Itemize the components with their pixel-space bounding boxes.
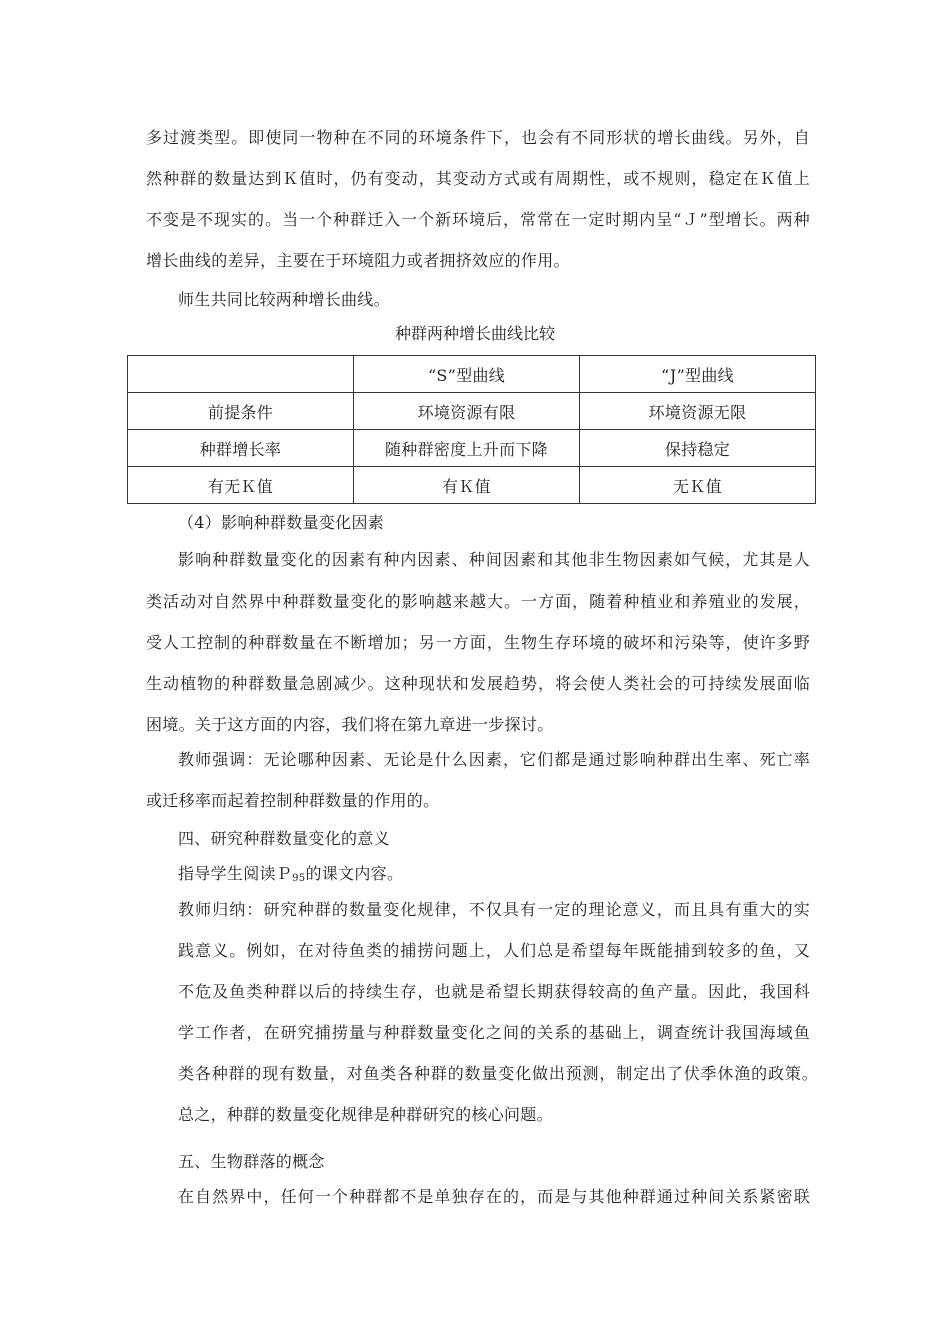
table-cell: 保持稳定 [580, 430, 816, 467]
reading-suffix: 的课文内容。 [305, 864, 404, 883]
table-header-row [128, 356, 816, 393]
table-header-cell [128, 356, 354, 393]
section-heading: 四、研究种群数量变化的意义 [178, 829, 390, 848]
table-cell: 有无Ｋ值 [128, 467, 354, 504]
table-cell: 无Ｋ值 [580, 467, 816, 504]
table-row [128, 393, 816, 430]
table-header-cell: “J”型曲线 [580, 356, 816, 393]
teacher-summary-line: 不危及鱼类种群以后的持续生存，也就是希望长期获得较高的鱼产量。因此，我国科 [178, 982, 810, 1001]
table-cell: 种群增长率 [128, 430, 354, 467]
section-heading: 五、生物群落的概念 [178, 1152, 325, 1171]
paragraph-line: 影响种群数量变化的因素有种内因素、种间因素和其他非生物因素如气候，尤其是人 [178, 550, 810, 569]
table-row [128, 467, 816, 504]
paragraph-line: 增长曲线的差异，主要在于环境阻力或者拥挤效应的作用。 [146, 251, 570, 270]
paragraph-line: 然种群的数量达到Ｋ值时，仍有变动，其变动方式或有周期性，或不规则，稳定在Ｋ值上 [146, 169, 810, 188]
teacher-summary-line: 践意义。例如，在对待鱼类的捕捞问题上，人们总是希望每年既能捕到较多的鱼，又 [178, 941, 810, 960]
paragraph-line: 不变是不现实的。当一个种群迁入一个新环境后，常常在一定时期内呈“Ｊ”型增长。两种 [146, 210, 810, 229]
compare-intro: 师生共同比较两种增长曲线。 [178, 290, 390, 309]
table-title: 种群两种增长曲线比较 [394, 324, 555, 343]
section-heading: （4）影响种群数量变化因素 [178, 513, 385, 532]
page-number-subscript: 95 [292, 873, 306, 884]
table-cell: 环境资源无限 [580, 393, 816, 430]
paragraph-line: 受人工控制的种群数量在不断增加；另一方面，生物生存环境的破坏和污染等，使许多野 [146, 633, 810, 652]
table-header-cell: “S”型曲线 [354, 356, 580, 393]
reading-instruction [178, 862, 403, 891]
table-cell: 环境资源有限 [354, 393, 580, 430]
teacher-summary-line: 类各种群的现有数量，对鱼类各种群的数量变化做出预测，制定出了伏季休渔的政策。 [178, 1064, 818, 1083]
comparison-table [127, 355, 816, 504]
teacher-emphasis-line: 或迁移率而起着控制种群数量的作用的。 [146, 791, 440, 810]
paragraph-line: 困境。关于这方面的内容，我们将在第九章进一步探讨。 [146, 715, 554, 734]
table-cell: 前提条件 [128, 393, 354, 430]
reading-prefix: 指导学生阅读Ｐ [178, 864, 293, 883]
table-cell: 随种群密度上升而下降 [354, 430, 580, 467]
table-row [128, 430, 816, 467]
teacher-emphasis-line: 教师强调：无论哪种因素、无论是什么因素，它们都是通过影响种群出生率、死亡率 [178, 750, 810, 769]
teacher-summary-line: 教师归纳：研究种群的数量变化规律，不仅具有一定的理论意义，而且具有重大的实 [178, 900, 810, 919]
paragraph-line: 类活动对自然界中种群数量变化的影响越来越大。一方面，随着种植业和养殖业的发展， [146, 592, 810, 611]
paragraph-line: 多过渡类型。即使同一物种在不同的环境条件下，也会有不同形状的增长曲线。另外，自 [146, 128, 810, 147]
paragraph-line: 生动植物的种群数量急剧减少。这种现状和发展趋势，将会使人类社会的可持续发展面临 [146, 674, 810, 693]
paragraph-line: 在自然界中，任何一个种群都不是单独存在的，而是与其他种群通过种间关系紧密联 [178, 1187, 810, 1206]
teacher-summary-line: 总之，种群的数量变化规律是种群研究的核心问题。 [178, 1105, 553, 1124]
table-cell: 有Ｋ值 [354, 467, 580, 504]
teacher-summary-line: 学工作者，在研究捕捞量与种群数量变化之间的关系的基础上，调查统计我国海域鱼 [178, 1023, 810, 1042]
